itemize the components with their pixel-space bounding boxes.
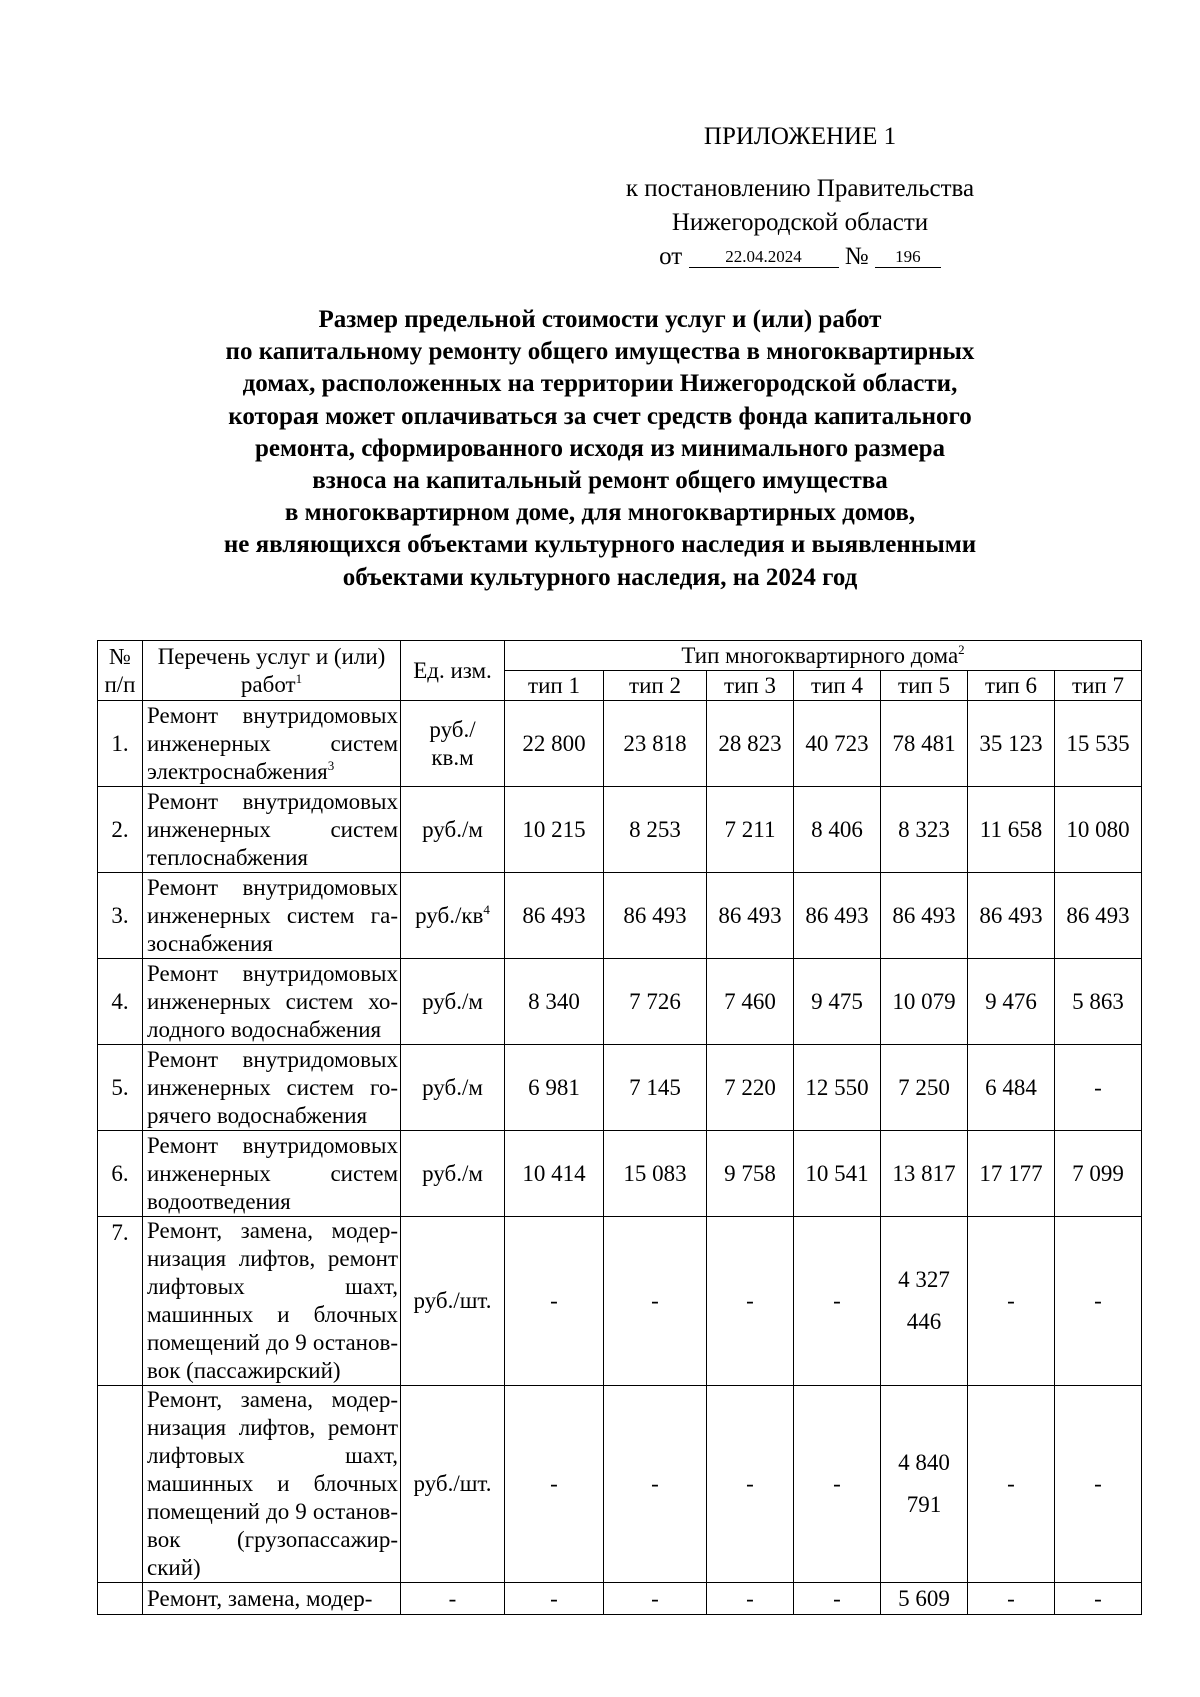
header-num [98,641,143,701]
value-cell-type-3: 7 460 [707,959,794,1045]
row-name-line [147,816,398,844]
value-cell-type-6: 35 123 [968,701,1055,787]
value-cell-type-7: 10 080 [1055,787,1142,873]
row-name-line [147,1470,398,1498]
value-cell-type-3: - [707,1583,794,1615]
value-line: 791 [906,1492,942,1517]
row-name-text: низация лифтов, ремонт [147,1246,398,1271]
appendix-line-1: к постановлению Правительства [625,175,975,202]
row-name-line [147,1442,398,1470]
value-cell-type-2: - [604,1217,707,1386]
row-number: 2. [98,787,143,873]
value-cell-type-1: 10 414 [505,1131,604,1217]
value-cell-type-3: 9 758 [707,1131,794,1217]
row-name [143,1131,401,1217]
value-cell-type-5: 10 079 [881,959,968,1045]
row-unit-text: руб./м [422,1160,483,1186]
row-name-text: низация лифтов, ремонт [147,1415,398,1440]
row-name-line [147,1245,398,1273]
date-prefix: от [659,243,683,270]
table-row [98,873,1142,959]
row-name-line [147,1132,398,1160]
value-cell-type-4: - [794,1583,881,1615]
row-name-line [147,1160,398,1188]
value-cell-type-5: 5 609 [881,1583,968,1615]
row-unit [401,1386,505,1583]
value-cell-type-6: - [968,1217,1055,1386]
title-line: в многоквартирном доме, для многоквартирных домов, [284,499,916,527]
row-unit-line: руб./ [429,716,476,742]
header-type-2: тип 2 [604,671,707,701]
row-name-line [147,1357,398,1385]
value-cell-type-5: 78 481 [881,701,968,787]
value-cell-type-5: 13 817 [881,1131,968,1217]
row-name-text: машинных и блочных [147,1471,398,1496]
table-row [98,1045,1142,1131]
value-line: 4 840 [898,1450,950,1475]
table-row [98,787,1142,873]
row-name-line [147,1217,398,1245]
value-cell-type-2: 7 726 [604,959,707,1045]
value-cell-type-6: 11 658 [968,787,1055,873]
value-cell-type-2: 86 493 [604,873,707,959]
value-cell-type-6: 6 484 [968,1045,1055,1131]
row-name-text: Ремонт внутридомовых [147,1046,398,1072]
header-type-3: тип 3 [707,671,794,701]
header-type-group-text: Тип многоквартирного дома [681,642,959,668]
row-name-line [147,844,398,872]
title-line: взноса на капитальный ремонт общего имущества [312,467,888,495]
value-cell-type-6: 17 177 [968,1131,1055,1217]
appendix-line-2: Нижегородской области [671,209,929,236]
row-name-line [147,1414,398,1442]
row-name-line [147,1526,398,1554]
row-name-text: Ремонт, замена, модер- [147,1387,398,1412]
row-unit-text: руб./шт. [413,1471,492,1496]
title-line: которая может оплачиваться за счет средств фонда капитального [228,402,972,430]
table-row [98,1386,1142,1583]
row-name-line [147,758,398,786]
table-row [98,959,1142,1045]
row-name-text: инженерных систем [147,816,398,842]
document-title [100,304,1100,594]
value-cell-type-2: 7 145 [604,1045,707,1131]
row-name-line [147,1301,398,1329]
row-unit-text: руб./м [422,1074,483,1100]
row-name-line [147,874,398,902]
footnote-mark: 4 [483,901,490,917]
row-name [143,1583,401,1615]
value-line: 446 [906,1309,942,1334]
appendix-title: ПРИЛОЖЕНИЕ 1 [703,123,897,150]
row-name-text: лифтовых шахт, [147,1274,398,1299]
value-line: 4 327 [898,1267,950,1292]
header-type-1: тип 1 [505,671,604,701]
row-unit [401,787,505,873]
row-name-text: Ремонт внутридомовых [147,874,398,900]
value-cell-type-4: - [794,1217,881,1386]
row-name-text: Ремонт внутридомовых [147,702,398,728]
row-number: 6. [98,1131,143,1217]
value-cell-type-7: - [1055,1386,1142,1583]
row-name [143,1217,401,1386]
row-name-line [147,902,398,930]
row-name-text: помещений до 9 останов- [147,1330,398,1355]
row-number: 7. [98,1217,143,1386]
value-cell-type-7: 7 099 [1055,1131,1142,1217]
row-name-text: Ремонт внутридомовых [147,960,398,986]
row-number: 1. [98,701,143,787]
row-name-text: Ремонт внутридомовых [147,788,398,814]
appendix-date: 22.04.2024 [689,247,839,268]
header-list-text: Перечень услуг и (или) работ [157,643,386,697]
table-row [98,1583,1142,1615]
row-name-line [147,730,398,758]
value-cell-type-5 [881,1217,968,1386]
value-cell-type-4: 8 406 [794,787,881,873]
row-unit-text: руб./кв [415,902,484,928]
row-name-text: инженерных систем [147,1160,398,1186]
row-unit-text: руб./шт. [413,1288,492,1313]
value-cell-type-2: - [604,1583,707,1615]
value-cell-type-7: 5 863 [1055,959,1142,1045]
value-cell-type-1: 6 981 [505,1045,604,1131]
row-name-text: машинных и блочных [147,1302,398,1327]
value-cell-type-1: - [505,1217,604,1386]
row-name-line [147,1188,398,1216]
row-name-line [147,1329,398,1357]
title-line: по капитальному ремонту общего имущества в многоквартирных [225,338,975,366]
value-cell-type-7: 86 493 [1055,873,1142,959]
row-name-text: помещений до 9 останов- [147,1499,398,1524]
row-name-text: вок (пассажирский) [147,1358,341,1383]
value-cell-type-2: 15 083 [604,1131,707,1217]
row-unit-text: руб./м [422,816,483,842]
row-name-line [147,1498,398,1526]
row-name-text: Ремонт, замена, модер- [147,1585,373,1611]
row-name-text: теплоснабжения [147,844,308,870]
row-name [143,959,401,1045]
row-unit [401,873,505,959]
value-cell-type-1: 10 215 [505,787,604,873]
value-cell-type-2: 23 818 [604,701,707,787]
row-name-text: инженерных систем га- [147,902,398,928]
header-type-4: тип 4 [794,671,881,701]
row-name-text: зоснабжения [147,930,273,956]
value-cell-type-4: 10 541 [794,1131,881,1217]
row-number [98,1583,143,1615]
value-cell-type-5: 86 493 [881,873,968,959]
value-cell-type-3: 7 220 [707,1045,794,1131]
value-cell-type-2: - [604,1386,707,1583]
row-unit-text: - [448,1585,457,1611]
row-name-line [147,1074,398,1102]
row-name-line [147,702,398,730]
row-name-line [147,988,398,1016]
value-cell-type-7: - [1055,1217,1142,1386]
footnote-mark: 2 [958,641,965,657]
number-sign: № [844,243,869,270]
value-cell-type-4: 86 493 [794,873,881,959]
table-row [98,1131,1142,1217]
value-cell-type-6: - [968,1386,1055,1583]
value-cell-type-1: 22 800 [505,701,604,787]
value-cell-type-4: 9 475 [794,959,881,1045]
row-name-line [147,1016,398,1044]
row-number: 4. [98,959,143,1045]
header-unit: Ед. изм. [401,641,505,701]
value-cell-type-6: 9 476 [968,959,1055,1045]
value-cell-type-6: 86 493 [968,873,1055,959]
row-unit-text: руб./м [422,988,483,1014]
header-type-6: тип 6 [968,671,1055,701]
header-type-7: тип 7 [1055,671,1142,701]
row-name [143,701,401,787]
row-name [143,1045,401,1131]
row-name-line [147,960,398,988]
value-cell-type-1: - [505,1583,604,1615]
value-cell-type-4: - [794,1386,881,1583]
value-cell-type-7: 15 535 [1055,701,1142,787]
row-unit [401,1583,505,1615]
row-name-line [147,1273,398,1301]
table-row [98,701,1142,787]
value-cell-type-3: - [707,1217,794,1386]
title-line: ремонта, сформированного исходя из минимального размера [255,434,945,462]
value-cell-type-3: 28 823 [707,701,794,787]
value-cell-type-5 [881,1386,968,1583]
row-name-line [147,1554,398,1582]
header-num-line-1: № [109,643,131,669]
row-unit [401,959,505,1045]
value-cell-type-1: 8 340 [505,959,604,1045]
row-name-text: электроснабжения [147,758,328,784]
row-name-text: рячего водоснабжения [147,1102,368,1128]
row-name-text: водоотведения [147,1188,291,1214]
row-name-text: инженерных систем хо- [147,988,398,1014]
row-number [98,1386,143,1583]
row-name-text: инженерных систем го- [147,1074,398,1100]
row-unit [401,1045,505,1131]
cost-table [97,640,1142,1615]
value-cell-type-5: 8 323 [881,787,968,873]
row-name-text: вок (грузопассажир- [147,1527,398,1552]
row-name [143,787,401,873]
header-list [143,641,401,701]
footnote-mark: 1 [295,670,303,686]
row-name-text: лифтовых шахт, [147,1443,398,1468]
row-name [143,873,401,959]
row-name-line [147,1386,398,1414]
row-name-line [147,788,398,816]
appendix-subtitle [560,172,1040,240]
row-name-text: лодного водоснабжения [147,1016,382,1042]
row-name-text: ский) [147,1555,201,1580]
value-cell-type-2: 8 253 [604,787,707,873]
row-name-line [147,1585,398,1613]
row-name-line [147,930,398,958]
value-cell-type-5: 7 250 [881,1045,968,1131]
appendix-date-line [560,240,1040,274]
value-cell-type-1: 86 493 [505,873,604,959]
footnote-mark: 3 [327,757,335,773]
value-cell-type-1: - [505,1386,604,1583]
header-type-5: тип 5 [881,671,968,701]
header-type-group [505,641,1142,671]
value-cell-type-7: - [1055,1045,1142,1131]
row-unit [401,701,505,787]
row-name-text: Ремонт, замена, модер- [147,1218,398,1243]
row-name-text: инженерных систем [147,730,398,756]
row-unit-line: кв.м [431,744,474,770]
row-unit [401,1217,505,1386]
table-header-row [98,641,1142,671]
title-line: объектами культурного наследия, на 2024 год [342,563,858,591]
table-row [98,1217,1142,1386]
row-name-line [147,1102,398,1130]
value-cell-type-3: - [707,1386,794,1583]
appendix-number: 196 [875,247,941,268]
row-name [143,1386,401,1583]
row-number: 3. [98,873,143,959]
row-name-line [147,1046,398,1074]
row-unit [401,1131,505,1217]
row-number: 5. [98,1045,143,1131]
value-cell-type-4: 40 723 [794,701,881,787]
title-line: не являющихся объектами культурного наследия и выявленными [223,531,977,559]
title-line: домах, расположенных на территории Нижегородской области, [242,370,958,398]
value-cell-type-7: - [1055,1583,1142,1615]
value-cell-type-3: 86 493 [707,873,794,959]
value-cell-type-4: 12 550 [794,1045,881,1131]
header-num-line-2: п/п [104,671,136,697]
title-line: Размер предельной стоимости услуг и (или) работ [318,306,882,333]
value-cell-type-6: - [968,1583,1055,1615]
value-cell-type-3: 7 211 [707,787,794,873]
row-name-text: Ремонт внутридомовых [147,1132,398,1158]
